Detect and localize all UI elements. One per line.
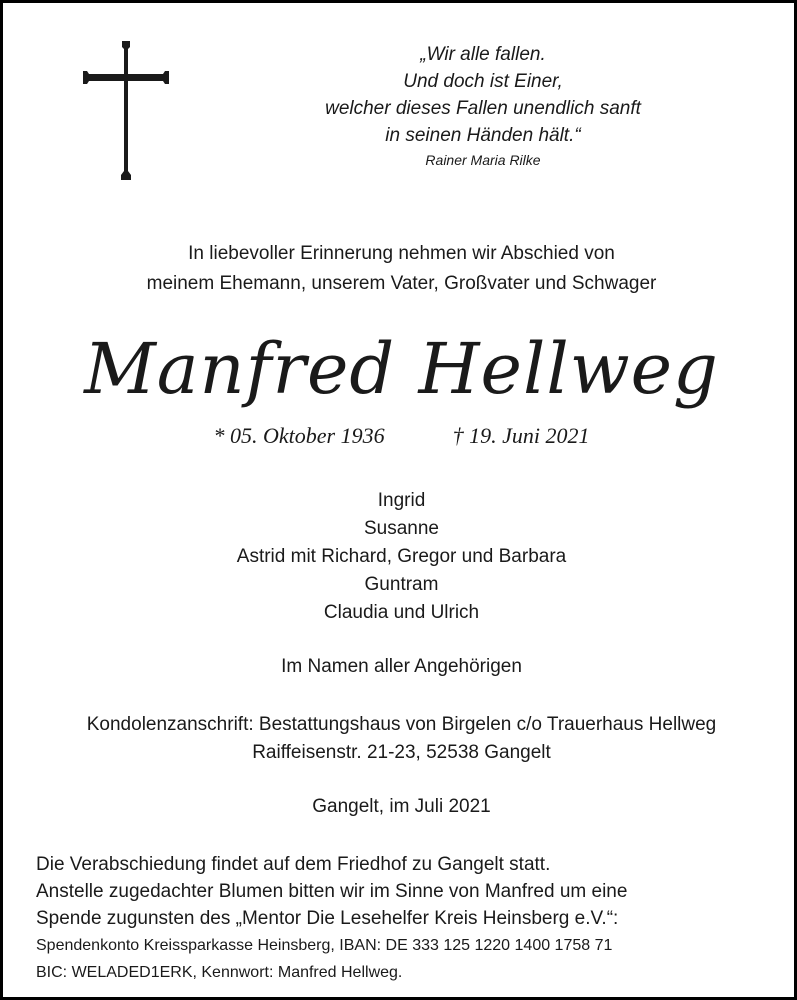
mourner-name: Claudia und Ulrich (323, 602, 480, 623)
mourner-name: Ingrid (377, 490, 426, 511)
quote-line: in seinen Händen hält.“ (385, 125, 581, 146)
quote-line: welcher dieses Fallen unendlich sanft (325, 98, 641, 119)
mourner-name: Susanne (363, 518, 439, 539)
intro-text (3, 239, 797, 299)
quote-author: Rainer Maria Rilke (425, 152, 541, 168)
bank-details-line: Spendenkonto Kreissparkasse Heinsberg, IBAN: DE 333 125 1220 1400 1758 71 (36, 937, 613, 954)
condolence-address (3, 711, 797, 767)
death-date: † 19. Juni 2021 (452, 423, 590, 448)
mourner-name: Guntram (364, 574, 439, 595)
mourners-list (3, 487, 797, 627)
rilke-quote (283, 41, 683, 170)
intro-line: In liebevoller Erinnerung nehmen wir Abschied von (188, 243, 615, 264)
quote-line: „Wir alle fallen. (420, 44, 546, 65)
address-line: Kondolenzanschrift: Bestattungshaus von Birgelen c/o Trauerhaus Hellweg (86, 714, 717, 735)
quote-line: Und doch ist Einer, (403, 71, 563, 92)
birth-date: * 05. Oktober 1936 (213, 423, 385, 448)
place-and-date: Gangelt, im Juli 2021 (312, 796, 491, 817)
cross-icon (81, 37, 171, 183)
intro-line: meinem Ehemann, unserem Vater, Großvater und Schwager (146, 273, 657, 294)
funeral-notice (36, 851, 776, 986)
address-line: Raiffeisenstr. 21-23, 52538 Gangelt (252, 742, 551, 763)
notice-line: Die Verabschiedung findet auf dem Friedhof zu Gangelt statt. (36, 854, 551, 875)
bank-details-line: BIC: WELADED1ERK, Kennwort: Manfred Hellweg. (36, 964, 403, 981)
deceased-name: Manfred Hellweg (84, 328, 719, 410)
mourner-name: Astrid mit Richard, Gregor und Barbara (236, 546, 567, 567)
life-dates (3, 421, 797, 451)
notice-line: Spende zugunsten des „Mentor Die Lesehelfer Kreis Heinsberg e.V.“: (36, 908, 619, 929)
notice-line: Anstelle zugedachter Blumen bitten wir im Sinne von Manfred um eine (36, 881, 628, 902)
on-behalf-line: Im Namen aller Angehörigen (281, 656, 522, 677)
